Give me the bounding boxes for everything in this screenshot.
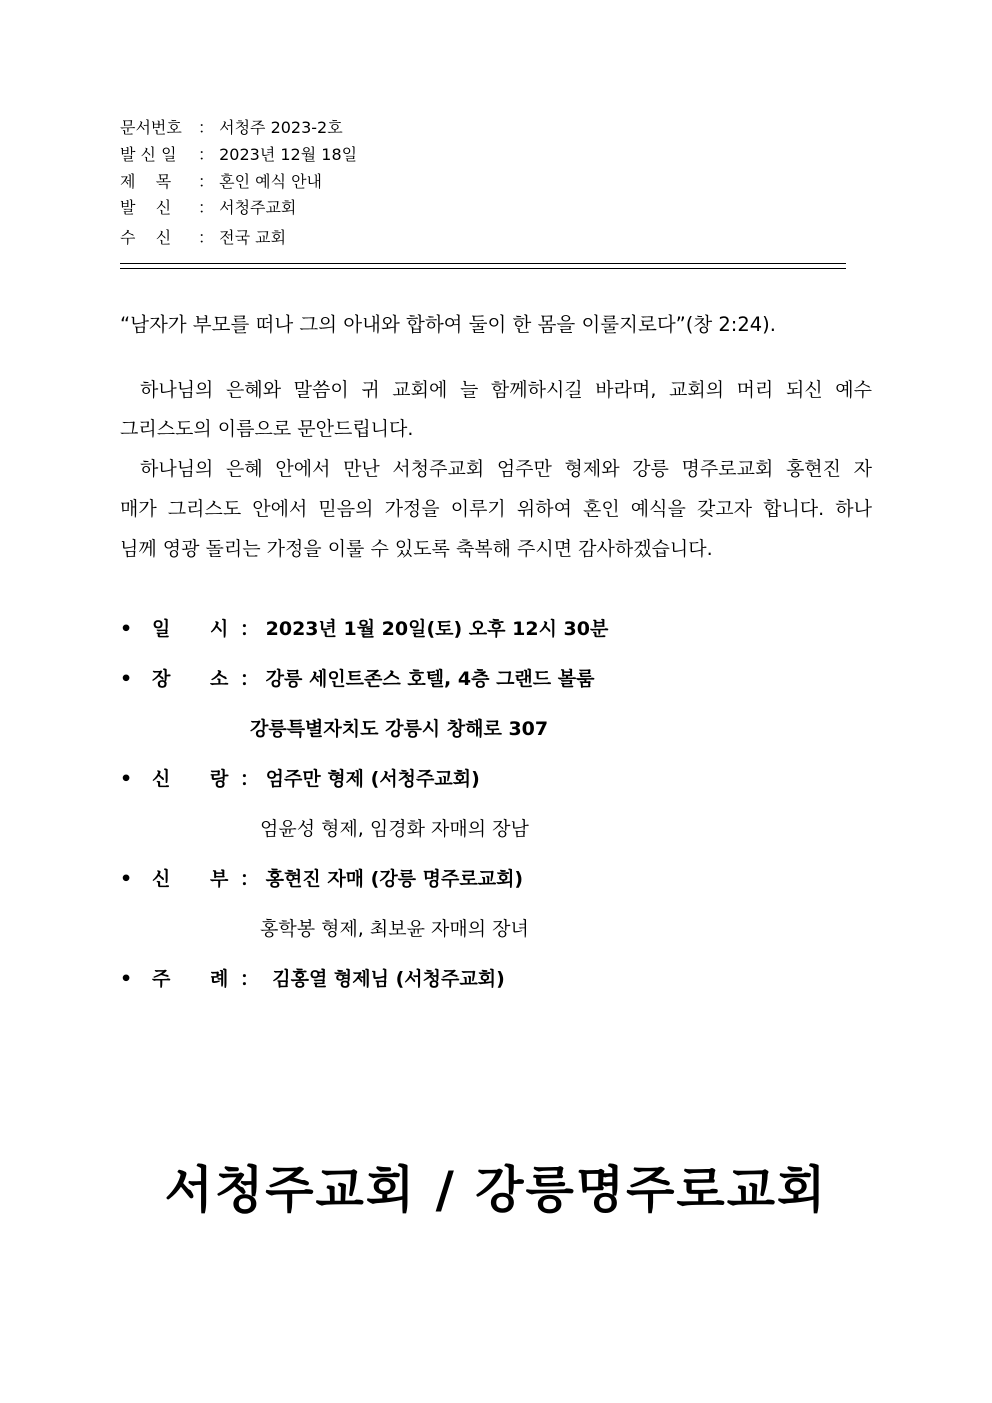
sender-label: 발 신	[120, 198, 172, 217]
datetime-sep: ：	[240, 618, 260, 640]
body-line-4: 매가 그리스도 안에서 믿음의 가정을 이루기 위하여 혼인 예식을 갖고자 합니다. 하나	[120, 498, 872, 520]
venue-sep: ：	[240, 668, 260, 690]
bullet-icon: •	[120, 768, 133, 790]
detail-officiant	[120, 965, 505, 993]
bullet-icon: •	[120, 968, 133, 990]
recipient-sep: ：	[198, 228, 215, 247]
bride-sep: ：	[240, 868, 260, 890]
subject-label: 제 목	[120, 172, 172, 191]
recipient-row	[120, 226, 286, 250]
groom-sep: ：	[240, 768, 260, 790]
groom-value: 엄주만 형제 (서청주교회)	[265, 768, 480, 790]
venue-value: 강릉 세인트존스 호텔, 4층 그랜드 볼룸	[265, 668, 595, 690]
recipient-label: 수 신	[120, 228, 172, 247]
body-line-3: 하나님의 은혜 안에서 만난 서청주교회 엄주만 형제와 강릉 명주로교회 홍현진 자	[140, 458, 872, 480]
subject-row	[120, 170, 322, 194]
send-date-value: 2023년 12월 18일	[219, 145, 358, 164]
bullet-icon: •	[120, 868, 133, 890]
send-date-sep: ：	[198, 145, 215, 164]
datetime-value: 2023년 1월 20일(토) 오후 12시 30분	[265, 618, 609, 640]
subject-sep: ：	[198, 172, 215, 191]
bride-parents: 홍학봉 형제, 최보윤 자매의 장녀	[260, 918, 529, 940]
venue-label: 장 소	[152, 668, 229, 690]
header-divider	[120, 263, 846, 269]
officiant-label: 주 례	[152, 968, 229, 990]
recipient-value: 전국 교회	[219, 228, 287, 247]
detail-venue	[120, 665, 594, 693]
body-line-2: 그리스도의 이름으로 문안드립니다.	[120, 418, 414, 440]
detail-datetime	[120, 615, 608, 643]
bullet-icon: •	[120, 668, 133, 690]
doc-number-row	[120, 116, 343, 140]
bullet-icon: •	[120, 618, 133, 640]
groom-label: 신 랑	[152, 768, 229, 790]
sender-sep: ：	[198, 198, 215, 217]
bride-label: 신 부	[152, 868, 229, 890]
sender-row	[120, 196, 296, 220]
sender-value: 서청주교회	[219, 198, 297, 217]
officiant-value: 김홍열 형제님 (서청주교회)	[265, 968, 505, 990]
send-date-row	[120, 143, 357, 167]
detail-groom	[120, 765, 480, 793]
datetime-label: 일 시	[152, 618, 229, 640]
officiant-sep: ：	[240, 968, 260, 990]
send-date-label: 발 신 일	[120, 145, 177, 164]
footer-churches: 서청주교회 / 강릉명주로교회	[164, 1161, 828, 1219]
subject-value: 혼인 예식 안내	[219, 172, 323, 191]
groom-parents: 엄윤성 형제, 임경화 자매의 장남	[260, 818, 529, 840]
body-line-5: 님께 영광 돌리는 가정을 이룰 수 있도록 축복해 주시면 감사하겠습니다.	[120, 538, 713, 560]
doc-number-label: 문서번호	[120, 118, 182, 137]
scripture-quote: “남자가 부모를 떠나 그의 아내와 합하여 둘이 한 몸을 이룰지로다”(창 2:24).	[120, 313, 776, 336]
doc-number-sep: ：	[198, 118, 215, 137]
detail-bride	[120, 865, 523, 893]
bride-value: 홍현진 자매 (강릉 명주로교회)	[265, 868, 524, 890]
venue-address: 강릉특별자치도 강릉시 창해로 307	[250, 718, 549, 740]
doc-number-value: 서청주 2023-2호	[219, 118, 343, 137]
body-line-1: 하나님의 은혜와 말씀이 귀 교회에 늘 함께하시길 바라며, 교회의 머리 되신 예수	[140, 379, 872, 401]
